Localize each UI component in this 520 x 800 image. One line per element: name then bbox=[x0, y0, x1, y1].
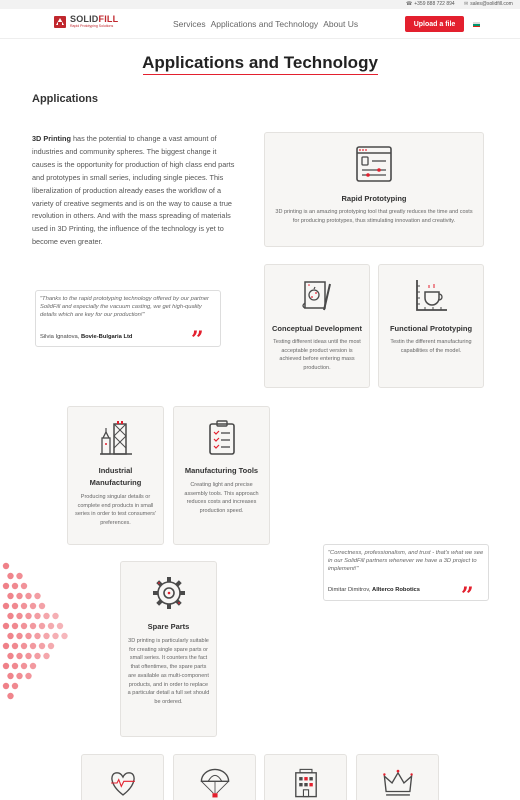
decorative-dot bbox=[12, 623, 18, 629]
card-spare-parts[interactable] bbox=[120, 561, 217, 737]
email-address: sales@solidfill.com bbox=[470, 1, 513, 7]
logo-mark-icon bbox=[53, 15, 67, 29]
card-title: Spare Parts bbox=[147, 622, 190, 631]
decorative-dot bbox=[48, 623, 54, 629]
intro-text: has the potential to change a vast amount of industries and community spheres. The biggest change it causes is the opportunity for production of high class end parts and prototypes in small series, including single pieces. This liberalization of production already eases the workflow of a variety of creative segments and is on the way to cause a true revolution in others. And with the mass spreading of materials used in 3D Printing, the influence of the technology is yet to become even greater. bbox=[32, 134, 235, 247]
decorative-dot bbox=[39, 623, 45, 629]
testimonial-author bbox=[40, 334, 132, 340]
bulgarian-flag-icon[interactable] bbox=[473, 22, 480, 27]
testimonial-text: "Correctness, professionalism, and trust - that's what we see in our SolidFill partners whenever we have a 3D project to implement!" bbox=[328, 550, 484, 573]
decorative-dot bbox=[43, 653, 49, 659]
phone-icon: ☎ bbox=[406, 1, 413, 7]
intro-paragraph bbox=[32, 133, 240, 249]
decorative-dot bbox=[7, 573, 13, 579]
nav-applications[interactable]: Applications and Technology bbox=[210, 19, 319, 29]
testimonial-text: "Thanks to the rapid prototyping technology offered by our partner SolidFill and especially the vacuum casting, we get high-quality details which are key for our production!" bbox=[40, 296, 209, 319]
decorative-dot bbox=[12, 643, 18, 649]
decorative-dot bbox=[21, 643, 27, 649]
card-text: Testin the different manufacturing capabilities of the model. bbox=[390, 339, 472, 354]
decorative-dot bbox=[39, 643, 45, 649]
email-info[interactable] bbox=[464, 1, 513, 7]
decorative-dot bbox=[3, 583, 9, 589]
logo[interactable] bbox=[53, 15, 118, 29]
ruler-cup-icon bbox=[411, 276, 451, 316]
card-jewelry[interactable] bbox=[356, 754, 439, 800]
decorative-dot bbox=[12, 683, 18, 689]
card-title: Industrial Manufacturing bbox=[89, 466, 142, 487]
author-name: Silvia Ignatova, bbox=[40, 334, 81, 340]
decorative-dot bbox=[25, 673, 31, 679]
phone-info[interactable] bbox=[406, 1, 455, 7]
card-industrial-manufacturing[interactable] bbox=[67, 406, 164, 545]
decorative-dot bbox=[48, 643, 54, 649]
card-text: Producing singular details or complete end products in small series in order to test consumers' preferences. bbox=[75, 494, 156, 527]
decorative-dot bbox=[25, 613, 31, 619]
card-title: Functional Prototyping bbox=[389, 324, 473, 333]
card-architecture[interactable] bbox=[264, 754, 347, 800]
card-aerospace[interactable] bbox=[173, 754, 256, 800]
top-info-bar bbox=[0, 0, 520, 9]
nav-services[interactable]: Services bbox=[173, 19, 206, 29]
decorative-dot bbox=[21, 603, 27, 609]
decorative-dot bbox=[52, 633, 58, 639]
logo-tagline: Rapid Prototyping Solutions bbox=[70, 24, 114, 29]
phone-number: +359 888 722 894 bbox=[414, 1, 455, 7]
decorative-dot bbox=[7, 693, 13, 699]
decorative-dot bbox=[3, 663, 9, 669]
card-functional-prototyping[interactable] bbox=[378, 264, 484, 388]
intro-bold: 3D Printing bbox=[32, 134, 71, 143]
logo-solid: SOLID bbox=[70, 14, 99, 25]
decorative-dot bbox=[16, 633, 22, 639]
decorative-dot bbox=[7, 673, 13, 679]
author-name: Dimitar Dimitrov, bbox=[328, 587, 373, 593]
card-title: Manufacturing Tools bbox=[184, 466, 259, 475]
title-underline bbox=[143, 74, 378, 75]
decorative-dot bbox=[3, 603, 9, 609]
card-text: Testing different ideas until the most acceptable product version is achieved before entering mass production. bbox=[273, 339, 361, 372]
building-icon bbox=[289, 766, 323, 800]
card-text: Creating light and precise assembly tools. This approach reduces costs and increases production speed. bbox=[184, 482, 259, 515]
card-text: 3D printing is an amazing prototyping tool that greatly reduces the time and costs for producing prototypes, thus stimulating innovation and creativity. bbox=[275, 209, 473, 224]
upload-file-button[interactable]: Upload a file bbox=[405, 16, 464, 32]
decorative-dot bbox=[34, 653, 40, 659]
decorative-dot bbox=[34, 633, 40, 639]
decorative-dot bbox=[3, 623, 9, 629]
card-text: 3D printing is particularly suitable for creating single spare parts or small series. It counters the fact that oftentimes, the spare parts are available as multi-component products, and in order to replace a particular detail a full set should be ordered. bbox=[127, 638, 210, 705]
decorative-dot bbox=[43, 613, 49, 619]
decorative-dot bbox=[7, 593, 13, 599]
card-rapid-prototyping[interactable] bbox=[264, 132, 484, 247]
decorative-dot bbox=[16, 613, 22, 619]
crown-icon bbox=[381, 766, 415, 800]
nav-about-us[interactable]: About Us bbox=[323, 19, 359, 29]
decorative-dot bbox=[3, 683, 9, 689]
testimonial-author bbox=[328, 587, 420, 593]
decorative-dot bbox=[12, 663, 18, 669]
decorative-dot bbox=[3, 643, 9, 649]
card-manufacturing-tools[interactable] bbox=[173, 406, 270, 545]
card-title: Rapid Prototyping bbox=[341, 194, 407, 203]
testimonial-card bbox=[35, 290, 221, 353]
browser-settings-icon bbox=[354, 144, 394, 184]
industrial-tower-icon bbox=[96, 418, 136, 458]
decorative-dot bbox=[30, 643, 36, 649]
decorative-dot bbox=[16, 673, 22, 679]
decorative-dot bbox=[21, 583, 27, 589]
decorative-dot bbox=[7, 653, 13, 659]
decorative-dot bbox=[39, 603, 45, 609]
decorative-dot bbox=[21, 623, 27, 629]
decorative-dot bbox=[30, 603, 36, 609]
decorative-dot bbox=[16, 593, 22, 599]
decorative-dot bbox=[21, 663, 27, 669]
main-nav bbox=[173, 19, 358, 29]
decorative-dot bbox=[25, 653, 31, 659]
decorative-dot bbox=[25, 593, 31, 599]
decorative-dot bbox=[3, 563, 9, 569]
gear-icon bbox=[149, 573, 189, 613]
author-company: Bovie-Bulgaria Ltd bbox=[80, 334, 133, 340]
logo-fill: FILL bbox=[98, 14, 119, 25]
logo-name bbox=[70, 15, 118, 24]
decorative-dot bbox=[7, 613, 13, 619]
clipboard-checklist-icon bbox=[202, 418, 242, 458]
card-title: Conceptual Development bbox=[271, 324, 362, 333]
card-medical[interactable] bbox=[81, 754, 164, 800]
decorative-dot bbox=[30, 663, 36, 669]
decorative-dot bbox=[34, 613, 40, 619]
decorative-dot bbox=[43, 633, 49, 639]
decorative-dot bbox=[7, 633, 13, 639]
card-conceptual-development[interactable] bbox=[264, 264, 370, 388]
quote-mark-icon: ” bbox=[191, 327, 204, 353]
decorative-dot bbox=[61, 633, 67, 639]
heart-pulse-icon bbox=[106, 766, 140, 800]
decorative-dot bbox=[12, 583, 18, 589]
page-title: Applications and Technology bbox=[142, 53, 378, 72]
site-header bbox=[0, 9, 520, 39]
author-company: Allterco Robotics bbox=[372, 587, 421, 593]
decorative-dot bbox=[16, 573, 22, 579]
decorative-dots bbox=[0, 560, 80, 710]
section-title: Applications bbox=[32, 93, 99, 105]
decorative-dot bbox=[30, 623, 36, 629]
decorative-dot bbox=[25, 633, 31, 639]
email-icon: ✉ bbox=[464, 1, 469, 7]
decorative-dot bbox=[57, 623, 63, 629]
testimonial-card bbox=[323, 544, 489, 609]
parachute-icon bbox=[198, 766, 232, 800]
decorative-dot bbox=[16, 653, 22, 659]
decorative-dot bbox=[34, 593, 40, 599]
sketch-apple-icon bbox=[297, 276, 337, 316]
decorative-dot bbox=[52, 613, 58, 619]
quote-mark-icon: ” bbox=[461, 583, 474, 609]
decorative-dot bbox=[12, 603, 18, 609]
